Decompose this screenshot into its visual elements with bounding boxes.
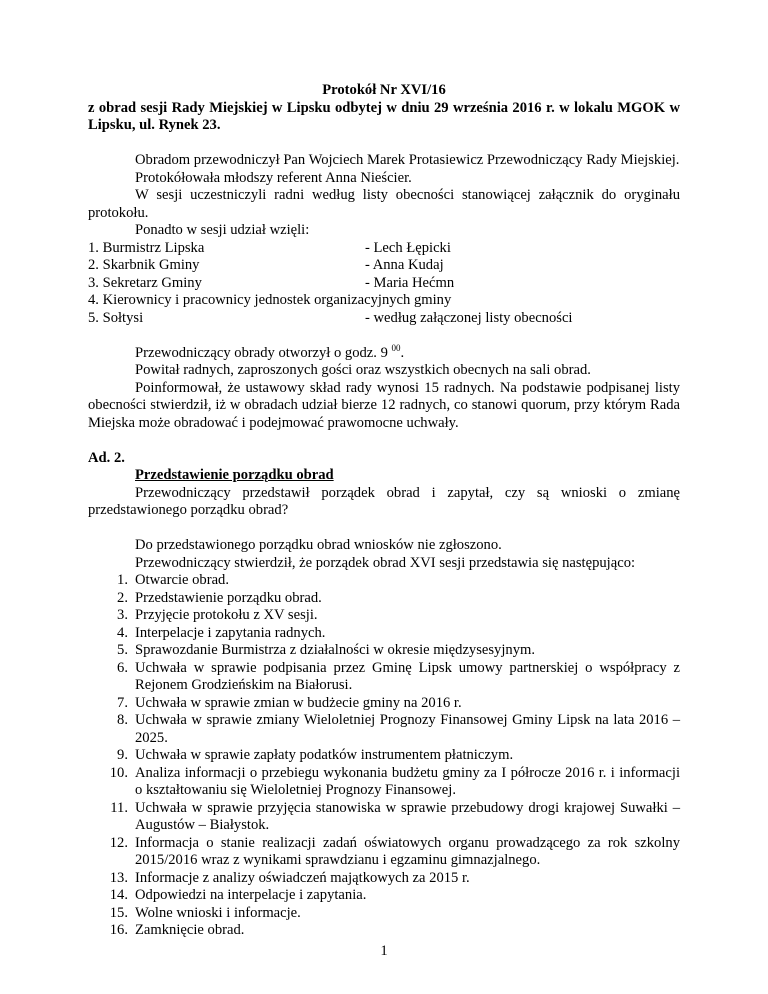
agenda-item-text: Uchwała w sprawie zmian w budżecie gminy na 2016 r. [135,694,462,711]
agenda-item [88,887,680,905]
attendee-name: - Lech Łępicki [365,239,451,256]
agenda-item [88,835,680,870]
agenda-item [88,695,680,713]
agenda-item-number: 5. [117,642,128,658]
agenda-item-text: Zamknięcie obrad. [135,922,245,938]
attendee-list [88,240,680,328]
agenda-item [88,922,680,940]
agenda-item-text: Przyjęcie protokołu z XV sesji. [135,607,318,623]
agenda-item [88,607,680,625]
attendee-name: - według załączonej listy obecności [365,309,573,326]
opening-time-minutes: 00 [391,342,401,353]
opening-greeting: Powitał radnych, zaproszonych gości oraz wszystkich obecnych na sali obrad. [135,362,591,378]
section-heading: Ad. 2. [88,449,125,466]
agenda-item [88,712,680,747]
agenda-item-number: 7. [117,694,128,711]
agenda-item-text: Uchwała w sprawie podpisania przez Gminę Lipsk umowy partnerskiej o współpracy z Rejonem Grodzieńskim na Białorusi. [135,659,680,693]
attendee-name: - Maria Hećmn [365,274,455,291]
attendee-role: 2. Skarbnik Gminy [88,257,200,273]
agenda-item-number: 2. [117,589,128,606]
agenda-no-motions: Do przedstawionego porządku obrad wniosków nie zgłoszono. [135,537,502,553]
attendee-row [88,310,680,328]
agenda-list [88,572,680,940]
agenda-item-number: 9. [117,747,128,763]
agenda-item-number: 8. [117,712,128,728]
intro-guests: Ponadto w sesji udział wzięli: [135,222,310,238]
intro-councillors: W sesji uczestniczyli radni według listy obecności stanowiącej załącznik do oryginału protokołu. [88,187,680,221]
attendee-role: 5. Sołtysi [88,309,144,326]
agenda-item-text: Wolne wnioski i informacje. [135,904,301,921]
agenda-item-number: 14. [109,887,128,903]
section-subheading: Przedstawienie porządku obrad [135,467,334,483]
agenda-item-text: Analiza informacji o przebiegu wykonania budżetu gminy za I półrocze 2016 r. i informacji o kształtowaniu się Wieloletniej Prognozy Finansowej. [135,764,680,798]
agenda-item-text: Przedstawienie porządku obrad. [135,589,322,606]
agenda-item-number: 10. [109,764,128,781]
attendee-role: 3. Sekretarz Gminy [88,274,202,291]
agenda-item-number: 1. [117,572,128,588]
agenda-item-number: 12. [109,834,128,851]
agenda-item-text: Uchwała w sprawie zmiany Wieloletniej Prognozy Finansowej Gminy Lipsk na lata 2016 – 2025. [135,712,680,746]
agenda-item [88,747,680,765]
document-subtitle: z obrad sesji Rady Miejskiej w Lipsku odbytej w dniu 29 września 2016 r. w lokalu MGOK w Lipsku, ul. Rynek 23. [88,99,680,133]
attendee-name: - Anna Kudaj [365,257,444,273]
agenda-item-text: Odpowiedzi na interpelacje i zapytania. [135,887,367,903]
page-number: 1 [380,943,388,959]
agenda-statement: Przewodniczący stwierdził, że porządek obrad XVI sesji przedstawia się następująco: [135,554,636,571]
agenda-item [88,765,680,800]
agenda-item-text: Uchwała w sprawie przyjęcia stanowiska w sprawie przebudowy drogi krajowej Suwałki – Augustów – Białystok. [135,799,680,833]
agenda-item [88,660,680,695]
agenda-item-number: 11. [110,799,128,816]
intro-chair: Obradom przewodniczył Pan Wojciech Marek Protasiewicz Przewodniczący Rady Miejskiej. [135,152,680,168]
agenda-item [88,625,680,643]
document-title: Protokół Nr XVI/16 [322,82,446,98]
agenda-item [88,572,680,590]
agenda-item-text: Interpelacje i zapytania radnych. [135,624,326,641]
attendee-row [88,275,680,293]
opening-quorum: Poinformował, że ustawowy skład rady wynosi 15 radnych. Na podstawie podpisanej listy obecności stwierdził, iż w obradach udział bierze 12 radnych, co stanowi quorum, przy którym Rada Miejska może obradować i podejmować prawomocne uchwały. [88,379,680,431]
agenda-item [88,870,680,888]
agenda-item [88,905,680,923]
opening-time [88,342,680,363]
agenda-item [88,800,680,835]
agenda-item-number: 6. [117,659,128,676]
opening-time-text: Przewodniczący obrady otworzył o godz. 9 [135,344,388,361]
document-page [88,82,680,940]
agenda-item-text: Otwarcie obrad. [135,572,230,588]
opening-time-period: . [400,344,405,361]
agenda-item-number: 15. [109,904,128,921]
agenda-item-number: 4. [117,624,128,641]
agenda-item-text: Uchwała w sprawie zapłaty podatków instrumentem płatniczym. [135,747,514,763]
agenda-item-text: Informacja o stanie realizacji zadań oświatowych organu prowadzącego za rok szkolny 2015/2016 wraz z wynikami sprawdzianu i egzaminu gimnazjalnego. [135,834,680,868]
intro-recorder: Protokółowała młodszy referent Anna Nieścier. [135,169,412,186]
attendee-row [88,257,680,275]
attendee-role: 4. Kierownicy i pracownicy jednostek organizacyjnych gminy [88,292,452,308]
agenda-item [88,590,680,608]
agenda-item-number: 3. [117,607,128,623]
agenda-item [88,642,680,660]
agenda-question: Przewodniczący przedstawił porządek obrad i zapytał, czy są wnioski o zmianę przedstawionego porządku obrad? [88,484,680,518]
agenda-item-text: Informacje z analizy oświadczeń majątkowych za 2015 r. [135,869,470,886]
agenda-item-text: Sprawozdanie Burmistrza z działalności w okresie międzysesyjnym. [135,642,535,658]
agenda-item-number: 16. [109,922,128,938]
attendee-role: 1. Burmistrz Lipska [88,239,205,256]
attendee-row [88,292,680,310]
agenda-item-number: 13. [109,869,128,886]
attendee-row [88,240,680,258]
